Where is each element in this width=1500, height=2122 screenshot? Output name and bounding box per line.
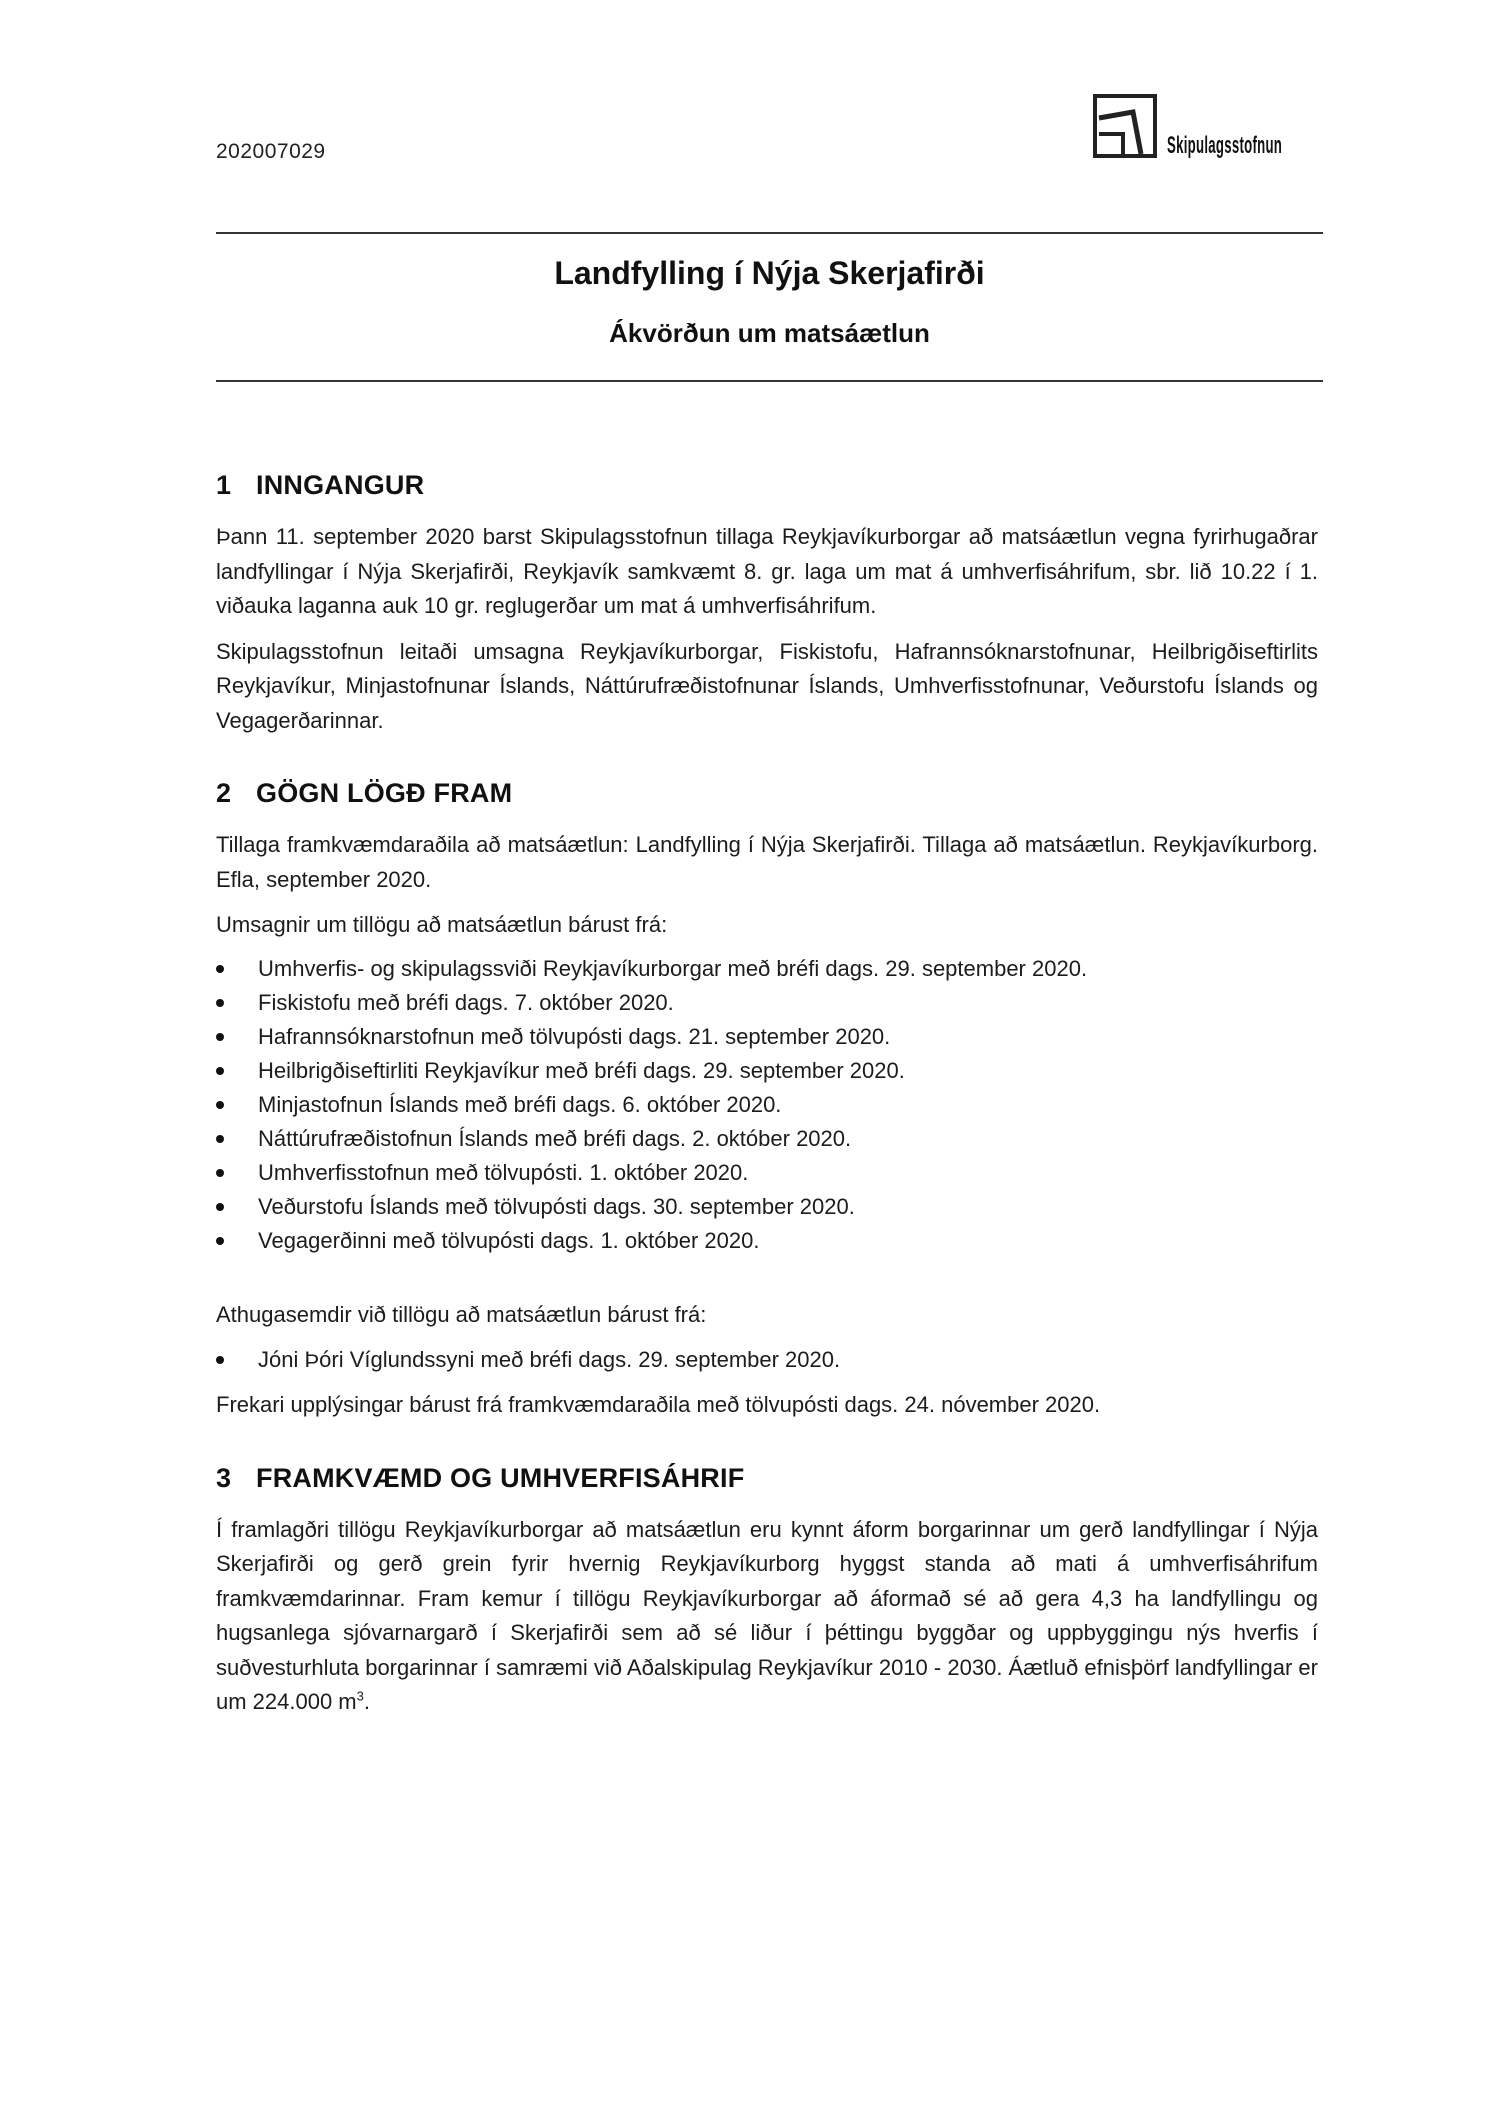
bullet-icon [216,1067,224,1075]
paragraph: Skipulagsstofnun leitaði umsagna Reykjavíkurborgar, Fiskistofu, Hafrannsóknarstofnunar, Heilbrigðiseftirlits Reykjavíkur, Minjastofnunar Íslands, Náttúrufræðistofnunar Íslands, Umhverfisstofnunar, Veðurstofu Íslands og Vegagerðarinnar. [216,638,1318,733]
list-item: Heilbrigðiseftirliti Reykjavíkur með bréfi dags. 29. september 2020. [216,1054,1318,1088]
header-rule-top [216,232,1323,234]
bullet-icon [216,1356,224,1364]
section-heading [216,1463,1318,1494]
list-item: Jóni Þóri Víglundssyni með bréfi dags. 29. september 2020. [216,1343,1318,1377]
agency-logo [1093,94,1308,162]
agency-logo-text: Skipulagsstofnun [1167,132,1283,159]
list-item: Fiskistofu með bréfi dags. 7. október 2020. [216,986,1318,1020]
section-inngangur [216,470,1318,738]
list-item: Náttúrufræðistofnun Íslands með bréfi dags. 2. október 2020. [216,1122,1318,1156]
list-item: Veðurstofu Íslands með tölvupósti dags. 30. september 2020. [216,1190,1318,1224]
paragraph: Frekari upplýsingar bárust frá framkvæmdaraðila með tölvupósti dags. 24. nóvember 2020. [216,1392,1101,1417]
document-title: Landfylling í Nýja Skerjafirði [554,255,985,291]
section-number: 1 [216,470,232,500]
bullet-icon [216,1101,224,1109]
bullet-icon [216,1203,224,1211]
paragraph: Tillaga framkvæmdaraðila að matsáætlun: Landfylling í Nýja Skerjafirði. Tillaga að matsáætlun. Reykjavíkurborg. Efla, september 2020. [216,832,1318,892]
comments-list [216,1343,1318,1377]
bullet-icon [216,1135,224,1143]
bullet-icon [216,1169,224,1177]
comments-label: Athugasemdir við tillögu að matsáætlun bárust frá: [216,1301,707,1327]
document-body [216,470,1318,1720]
bullet-icon [216,999,224,1007]
list-item: Hafrannsóknarstofnun með tölvupósti dags. 21. september 2020. [216,1020,1318,1054]
section-title: FRAMKVÆMD OG UMHVERFISÁHRIF [256,1462,745,1493]
section-heading [216,778,1318,809]
skipulagsstofnun-logo-icon [1093,94,1157,158]
section-gogn-logd-fram [216,778,1318,1423]
document-subtitle: Ákvörðun um matsáætlun [609,318,930,348]
section-title: GÖGN LÖGÐ FRAM [256,778,513,808]
paragraph: Í framlagðri tillögu Reykjavíkurborgar að matsáætlun eru kynnt áform borgarinnar um gerð landfyllingar í Nýja Skerjafirði og gerð grein fyrir hvernig Reykjavíkurborg hyggst standa að mati á umhverfisáhrifum framkvæmdarinnar. Fram kemur í tillögu Reykjavíkurborgar að áformað sé að gera 4,3 ha landfyllingu og hugsanlega sjóvarnargarð í Skerjafirði sem að sé liður í þéttingu byggðar og uppbyggingu nýs hverfis í suðvesturhluta borgarinnar í samræmi við Aðalskipulag Reykjavíkur 2010 - 2030. Áætluð efnisþörf landfyllingar er um 224.000 $m^3$. [216,1516,1318,1714]
section-number: 2 [216,778,232,808]
list-item: Umhverfis- og skipulagssviði Reykjavíkurborgar með bréfi dags. 29. september 2020. [216,952,1318,986]
section-framkvaemd-og-umhverfisahrif [216,1463,1318,1720]
section-heading [216,470,1318,501]
paragraph: Þann 11. september 2020 barst Skipulagsstofnun tillaga Reykjavíkurborgar að matsáætlun vegna fyrirhugaðrar landfyllingar í Nýja Skerjafirði, Reykjavík samkvæmt 8. gr. laga um mat á umhverfisáhrifum, sbr. lið 10.22 í 1. viðauka laganna auk 10 gr. reglugerðar um mat á umhverfisáhrifum. [216,524,1318,618]
bullet-icon [216,965,224,973]
list-item: Vegagerðinni með tölvupósti dags. 1. október 2020. [216,1224,1318,1258]
reviews-list [216,952,1318,1258]
superscript: 3 [356,1688,364,1704]
document-number: 202007029 [216,140,326,163]
section-title: INNGANGUR [256,470,425,500]
section-number: 3 [216,1462,232,1493]
bullet-icon [216,1237,224,1245]
header-rule-bottom [216,380,1323,382]
list-item: Minjastofnun Íslands með bréfi dags. 6. október 2020. [216,1088,1318,1122]
reviews-label: Umsagnir um tillögu að matsáætlun bárust frá: [216,912,668,937]
bullet-icon [216,1033,224,1041]
list-item: Umhverfisstofnun með tölvupósti. 1. október 2020. [216,1156,1318,1190]
